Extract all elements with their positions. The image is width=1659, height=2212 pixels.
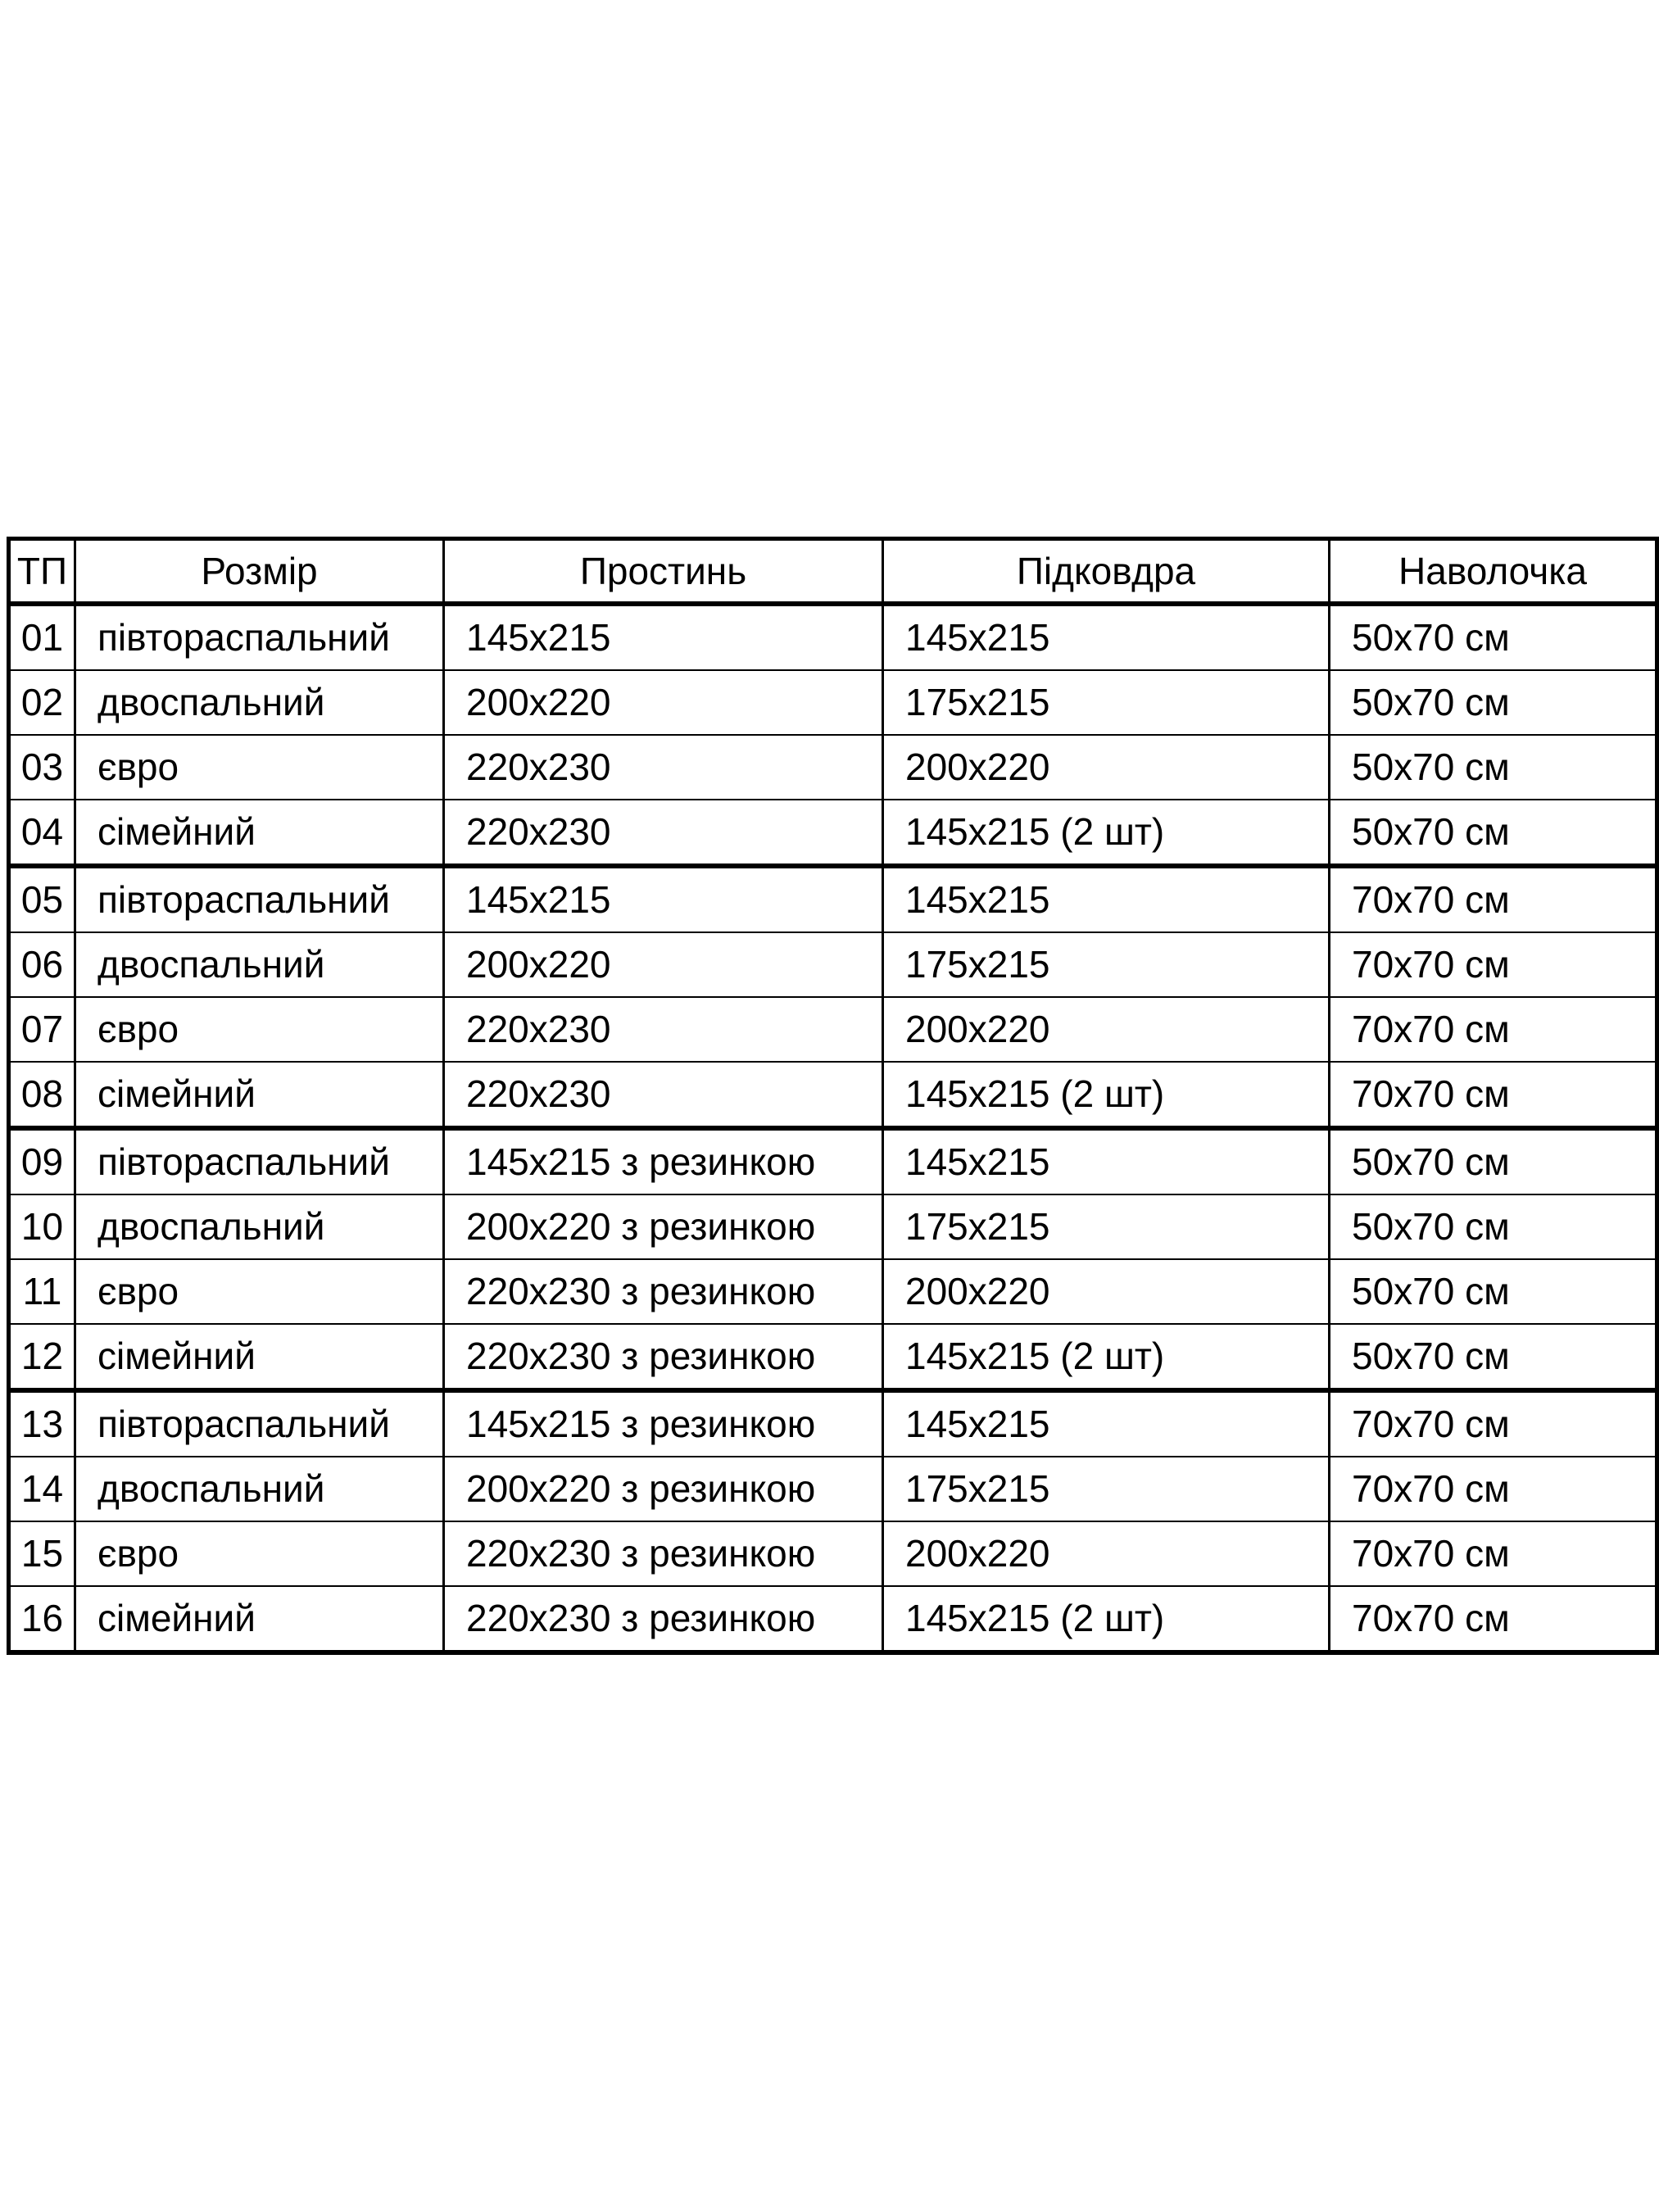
cell-pillow: 70х70 см [1330,1586,1657,1652]
cell-pillow: 70х70 см [1330,866,1657,932]
cell-duvet: 145х215 [883,604,1330,670]
cell-pillow: 50х70 см [1330,1259,1657,1324]
cell-duvet: 200х220 [883,997,1330,1062]
table-row [9,1521,1657,1586]
cell-pillow: 70х70 см [1330,932,1657,997]
table-row [9,997,1657,1062]
bedding-size-table [7,537,1659,1655]
cell-duvet: 145х215 (2 шт) [883,1062,1330,1128]
cell-size: двоспальний [75,1194,444,1259]
cell-num: 07 [9,997,75,1062]
table-body [9,604,1657,1652]
table-row [9,1194,1657,1259]
cell-num: 03 [9,735,75,800]
cell-size: сімейний [75,1324,444,1390]
table-row [9,735,1657,800]
header-cell-size: Розмір [75,539,444,605]
cell-num: 12 [9,1324,75,1390]
cell-duvet: 145х215 (2 шт) [883,1586,1330,1652]
cell-pillow: 70х70 см [1330,997,1657,1062]
cell-duvet: 175х215 [883,1194,1330,1259]
cell-sheet: 220х230 [444,735,883,800]
cell-num: 14 [9,1457,75,1521]
cell-duvet: 175х215 [883,670,1330,735]
cell-sheet: 220х230 з резинкою [444,1521,883,1586]
cell-size: двоспальний [75,1457,444,1521]
cell-duvet: 175х215 [883,932,1330,997]
cell-pillow: 50х70 см [1330,1324,1657,1390]
cell-size: євро [75,1259,444,1324]
cell-sheet: 200х220 [444,670,883,735]
cell-num: 10 [9,1194,75,1259]
cell-num: 06 [9,932,75,997]
cell-duvet: 145х215 [883,866,1330,932]
table-row [9,932,1657,997]
cell-duvet: 145х215 (2 шт) [883,800,1330,866]
cell-sheet: 145х215 [444,866,883,932]
cell-num: 04 [9,800,75,866]
cell-num: 16 [9,1586,75,1652]
cell-duvet: 145х215 (2 шт) [883,1324,1330,1390]
cell-pillow: 70х70 см [1330,1062,1657,1128]
cell-size: євро [75,735,444,800]
cell-pillow: 50х70 см [1330,670,1657,735]
cell-size: півтораспальний [75,866,444,932]
header-cell-num: ТП [9,539,75,605]
cell-duvet: 200х220 [883,1521,1330,1586]
table-header [9,539,1657,605]
page [7,537,1655,1655]
cell-pillow: 50х70 см [1330,735,1657,800]
cell-duvet: 200х220 [883,1259,1330,1324]
cell-size: сімейний [75,1586,444,1652]
cell-pillow: 50х70 см [1330,800,1657,866]
cell-size: двоспальний [75,670,444,735]
table-row [9,1259,1657,1324]
cell-num: 05 [9,866,75,932]
cell-size: сімейний [75,800,444,866]
cell-pillow: 50х70 см [1330,604,1657,670]
cell-num: 09 [9,1128,75,1194]
cell-pillow: 50х70 см [1330,1128,1657,1194]
table-row [9,1128,1657,1194]
cell-sheet: 220х230 з резинкою [444,1586,883,1652]
header-cell-sheet: Простинь [444,539,883,605]
cell-duvet: 145х215 [883,1390,1330,1457]
cell-num: 13 [9,1390,75,1457]
cell-sheet: 220х230 [444,800,883,866]
cell-sheet: 220х230 [444,997,883,1062]
cell-duvet: 175х215 [883,1457,1330,1521]
header-cell-duvet: Підковдра [883,539,1330,605]
cell-num: 01 [9,604,75,670]
table-row [9,604,1657,670]
cell-size: півтораспальний [75,604,444,670]
cell-pillow: 50х70 см [1330,1194,1657,1259]
cell-size: євро [75,1521,444,1586]
header-cell-pillow: Наволочка [1330,539,1657,605]
cell-size: євро [75,997,444,1062]
cell-pillow: 70х70 см [1330,1457,1657,1521]
table-row [9,1457,1657,1521]
table-row [9,670,1657,735]
table-row [9,1062,1657,1128]
cell-duvet: 145х215 [883,1128,1330,1194]
cell-num: 08 [9,1062,75,1128]
table-row [9,800,1657,866]
header-row [9,539,1657,605]
cell-pillow: 70х70 см [1330,1390,1657,1457]
cell-duvet: 200х220 [883,735,1330,800]
cell-size: півтораспальний [75,1128,444,1194]
cell-sheet: 200х220 [444,932,883,997]
table-row [9,866,1657,932]
cell-sheet: 200х220 з резинкою [444,1457,883,1521]
cell-sheet: 145х215 [444,604,883,670]
cell-size: півтораспальний [75,1390,444,1457]
cell-size: двоспальний [75,932,444,997]
cell-size: сімейний [75,1062,444,1128]
cell-num: 15 [9,1521,75,1586]
cell-sheet: 220х230 з резинкою [444,1259,883,1324]
cell-sheet: 200х220 з резинкою [444,1194,883,1259]
cell-sheet: 145х215 з резинкою [444,1128,883,1194]
table-row [9,1390,1657,1457]
cell-num: 11 [9,1259,75,1324]
cell-sheet: 220х230 [444,1062,883,1128]
cell-sheet: 145х215 з резинкою [444,1390,883,1457]
cell-num: 02 [9,670,75,735]
cell-pillow: 70х70 см [1330,1521,1657,1586]
cell-sheet: 220х230 з резинкою [444,1324,883,1390]
table-row [9,1586,1657,1652]
table-row [9,1324,1657,1390]
